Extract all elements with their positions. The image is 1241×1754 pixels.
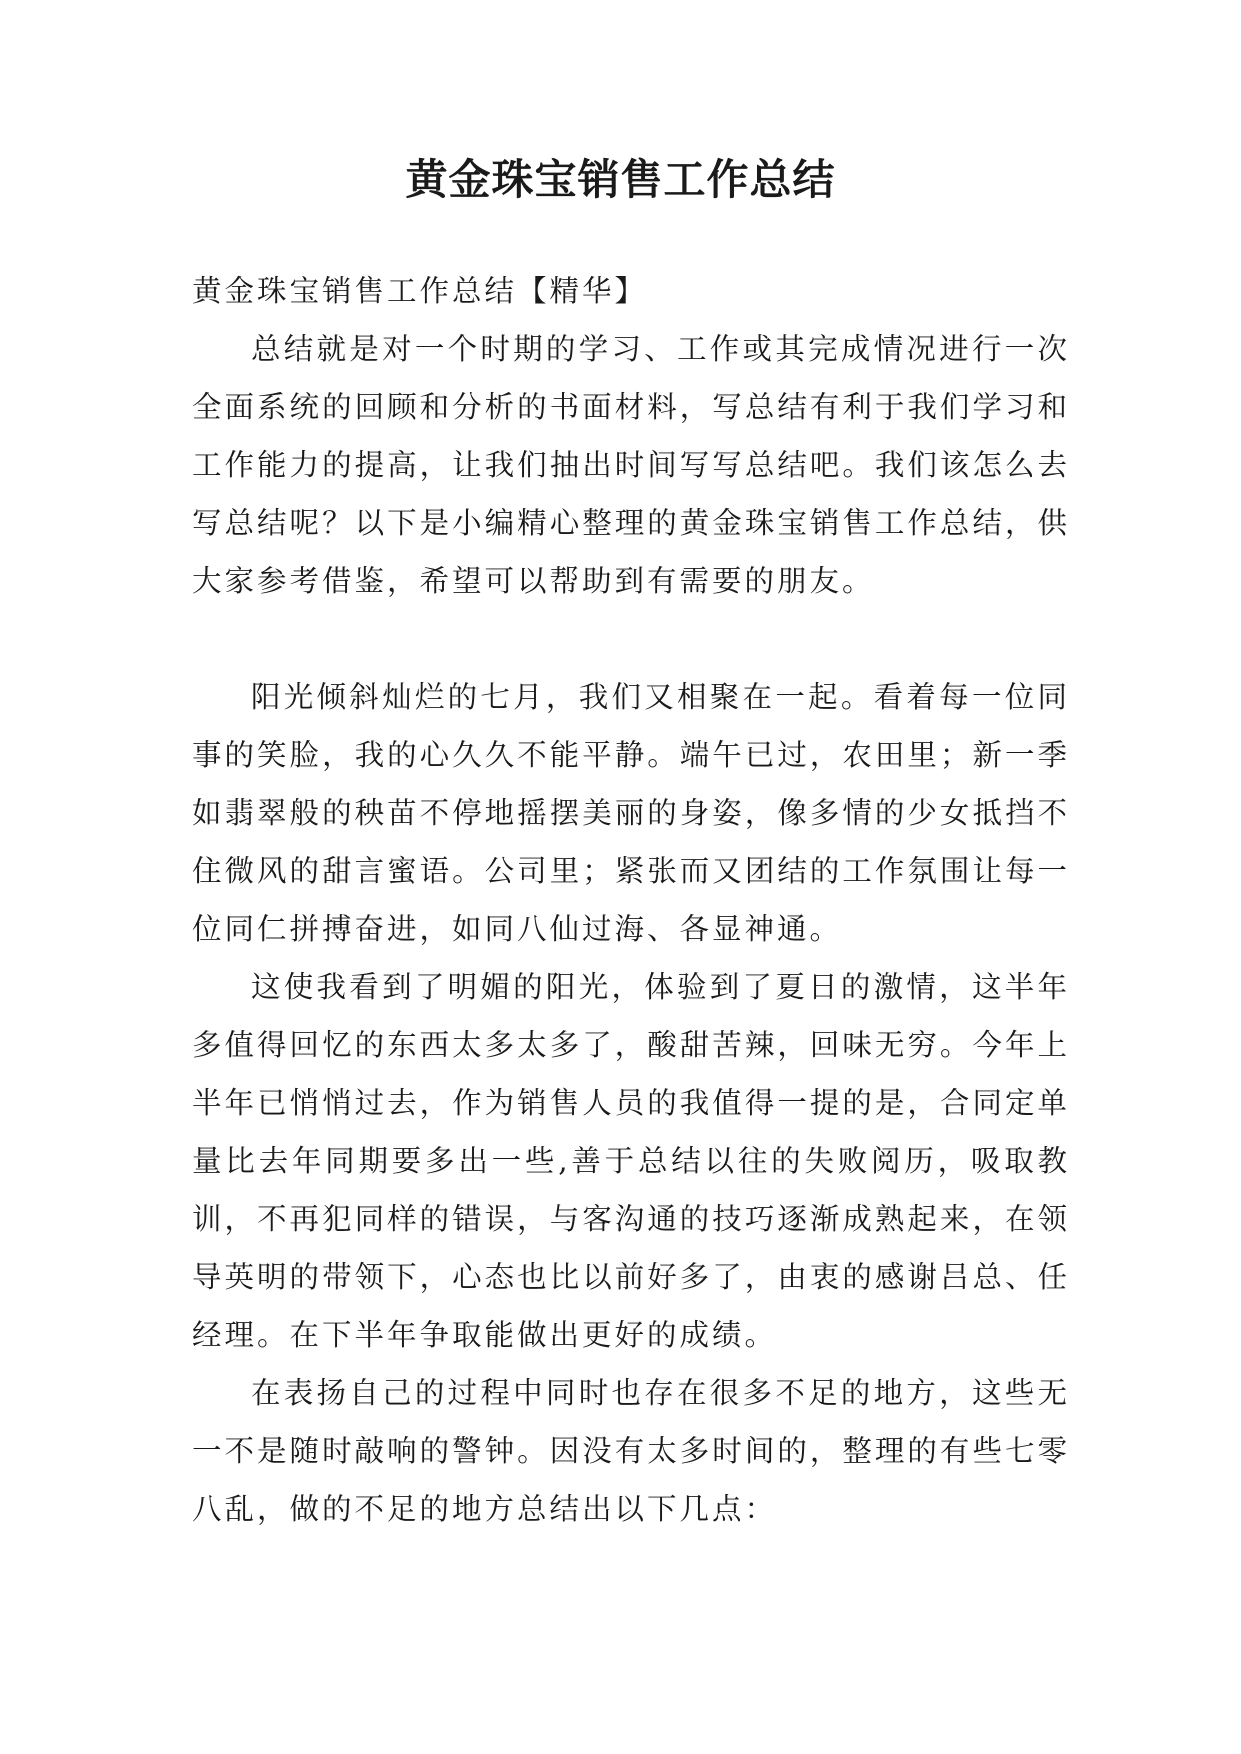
paragraph-shortcomings: 在表扬自己的过程中同时也存在很多不足的地方，这些无一不是随时敲响的警钟。因没有太多时间的，整理的有些七零八乱，做的不足的地方总结出以下几点： [192,1376,1070,1526]
document-body [192,262,1070,1538]
paragraph-intro: 总结就是对一个时期的学习、工作或其完成情况进行一次全面系统的回顾和分析的书面材料，写总结有利于我们学习和工作能力的提高，让我们抽出时间写写总结吧。我们该怎么去写总结呢？以下是小编精心整理的黄金珠宝销售工作总结，供大家参考借鉴，希望可以帮助到有需要的朋友。 [192,332,1070,598]
paragraph-july: 阳光倾斜灿烂的七月，我们又相聚在一起。看着每一位同事的笑脸，我的心久久不能平静。端午已过，农田里；新一季如翡翠般的秧苗不停地摇摆美丽的身姿，像多情的少女抵挡不住微风的甜言蜜语。公司里；紧张而又团结的工作氛围让每一位同仁拼搏奋进，如同八仙过海、各显神通。 [192,680,1070,946]
paragraph-spacer [192,610,1070,668]
paragraph-review: 这使我看到了明媚的阳光，体验到了夏日的激情，这半年多值得回忆的东西太多太多了，酸甜苦辣，回味无穷。今年上半年已悄悄过去，作为销售人员的我值得一提的是，合同定单量比去年同期要多出一些,善于总结以往的失败阅历，吸取教训，不再犯同样的错误，与客沟通的技巧逐渐成熟起来，在领导英明的带领下，心态也比以前好多了，由衷的感谢吕总、任经理。在下半年争取能做出更好的成绩。 [192,970,1070,1352]
document-subtitle: 黄金珠宝销售工作总结【精华】 [192,274,648,308]
document-title: 黄金珠宝销售工作总结 [405,155,836,204]
